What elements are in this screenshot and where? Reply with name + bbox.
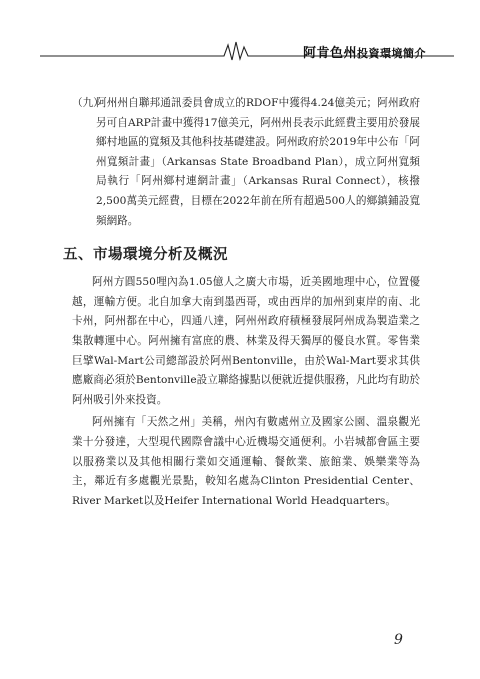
list-item-marker: （九） bbox=[72, 97, 104, 109]
body-paragraph-1: 阿州方圓550哩內為1.05億人之廣大市場，近美國地理中心，位置優越，運輸方便。北自加拿大南到墨西哥，或由西岸的加州到東岸的南、北卡州，阿州都在中心，四通八達，阿州州政府積極發展阿州成為製造業之集散轉運中心。阿州擁有富庶的農、林業及得天獨厚的優良水質。零售業巨擘Wal-Mart公司總部設於阿州Bentonville，由於Wal-Mart要求其供應廠商必須於Bentonville設立聯絡據點以便就近提供服務，凡此均有助於阿州吸引外來投資。 bbox=[72, 276, 420, 406]
running-header-title bbox=[303, 42, 426, 61]
list-item-9 bbox=[72, 94, 420, 231]
header-title-sub: 投資環境簡介 bbox=[357, 47, 426, 60]
section-heading: 五、市場環境分析及概況 bbox=[63, 246, 228, 264]
header-title-main: 阿肯色州 bbox=[302, 46, 357, 61]
body-paragraph-2: 阿州擁有「天然之州」美稱，州內有數處州立及國家公園、溫泉觀光業十分發達，大型現代國際會議中心近機場交通便利。小岩城都會區主要以服務業以及其他相關行業如交通運輸、餐飲業、旅館業、娛樂業等為主，鄰近有多處觀光景點，較知名處為Clinton Presidential Center、River Market以及Heifer International World Headquarters。 bbox=[72, 416, 420, 507]
page-header bbox=[40, 38, 454, 62]
page-content bbox=[63, 94, 420, 511]
list-item-text: 阿州州自聯邦通訊委員會成立的RDOF中獲得4.24億美元；阿州政府另可自ARP計畫中獲得17億美元，阿州州長表示此經費主要用於發展鄉村地區的寬頻及其他科技基礎建設。阿州政府於2019年中公布「阿州寬頻計畫」（Arkansas State Broadband Plan），成立阿州寬頻局執行「阿州鄉村連網計畫」（Arkansas Rural Connect），核撥2,500萬美元經費，目標在2022年前在所有超過500人的鄉鎮鋪設寬頻網路。 bbox=[96, 97, 420, 227]
page-number: 9 bbox=[394, 632, 403, 648]
